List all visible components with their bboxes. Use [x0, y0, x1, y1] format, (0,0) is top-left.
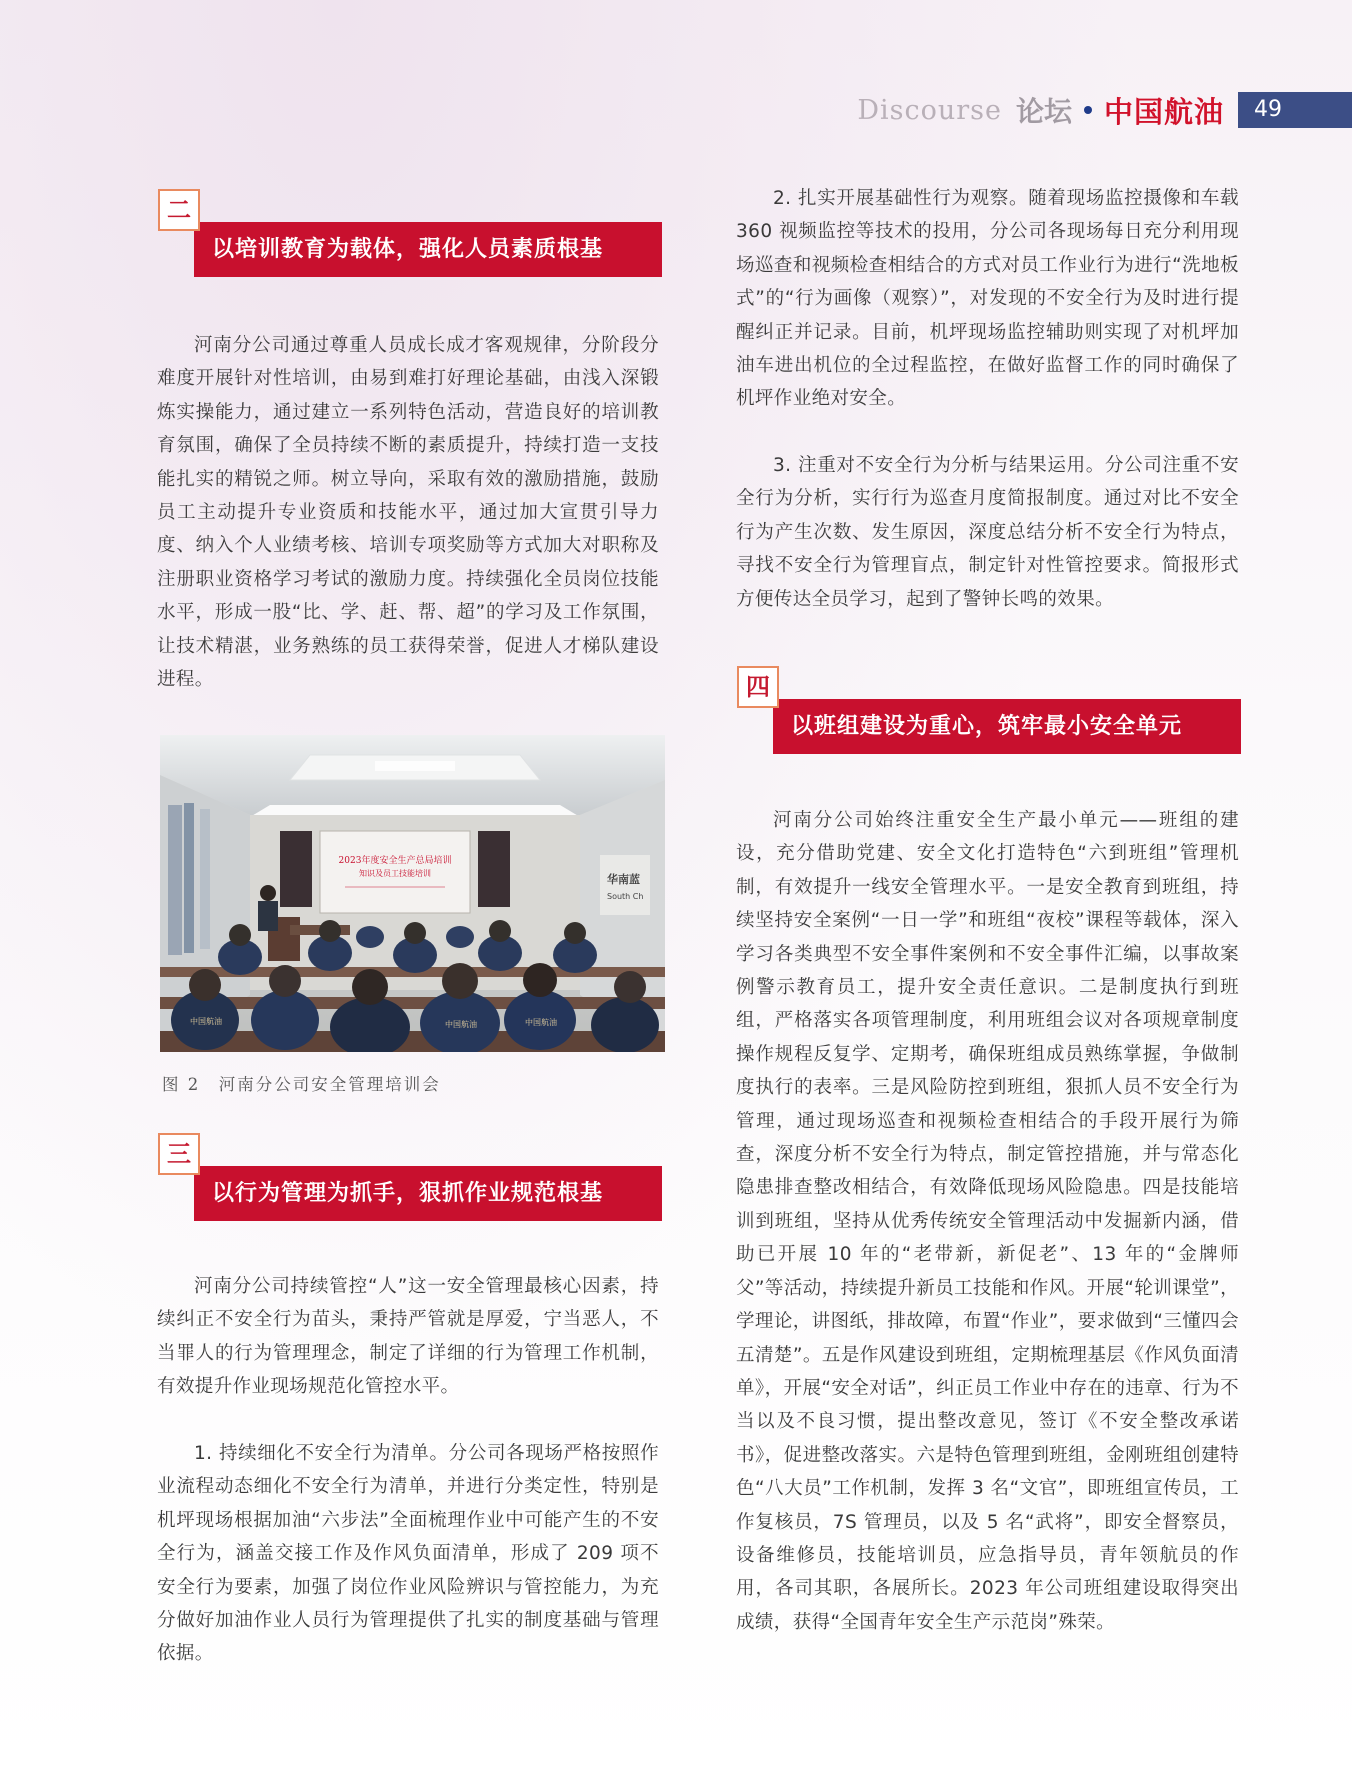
section-2-paragraph: 河南分公司通过尊重人员成长成才客观规律，分阶段分难度开展针对性培训，由易到难打好理论基础，由浅入深锻炼实操能力，通过建立一系列特色活动，营造良好的培训教育氛围，确保了全员持续不断的素质提升，持续打造一支技能扎实的精锐之师。树立导向，采取有效的激励措施，鼓励员工主动提升专业资质和技能水平，通过加大宣贯引导力度、纳入个人业绩考核、培训专项奖励等方式加大对职称及注册职业资格学习考试的激励力度。持续强化全员岗位技能水平，形成一股“比、学、赶、帮、超”的学习及工作氛围，让技术精湛，业务熟练的员工获得荣誉，促进人才梯队建设进程。	[157, 335, 659, 691]
section-title: 以行为管理为抓手，狠抓作业规范根基	[194, 1166, 662, 1221]
page-number: 49	[1238, 92, 1352, 128]
uniform-logo-text: 中国航油	[190, 1017, 222, 1026]
section-3-item-1: 1. 持续细化不安全行为清单。分公司各现场严格按照作业流程动态细化不安全行为清单，并进行分类定性，特别是机坪现场根据加油“六步法”全面梳理作业中可能产生的不安全行为，涵盖交接工作及作风负面清单，形成了 209 项不安全行为要素，加强了岗位作业风险辨识与管控能力，为充分做好加油作业人员行为管理提供了扎实的制度基础与管理依据。	[157, 1443, 659, 1665]
screen-title-line-1: 2023年度安全生产总局培训	[338, 856, 452, 866]
figure-caption: 图 2 河南分公司安全管理培训会	[162, 1075, 441, 1094]
training-meeting-photo	[160, 735, 665, 1052]
wall-sign-subtext: South Ch	[607, 892, 644, 901]
section-3-paragraph: 河南分公司持续管控“人”这一安全管理最核心因素，持续纠正不安全行为苗头，秉持严管就是厚爱，宁当恶人，不当罪人的行为管理理念，制定了详细的行为管理工作机制，有效提升作业现场规范化管控水平。	[157, 1276, 659, 1398]
section-number: 三	[158, 1133, 200, 1175]
section-title: 以培训教育为载体，强化人员素质根基	[194, 222, 662, 277]
section-title: 以班组建设为重心，筑牢最小安全单元	[773, 699, 1241, 754]
brand-name: 中国航油	[1103, 94, 1224, 129]
section-4-paragraph: 河南分公司始终注重安全生产最小单元——班组的建设，充分借助党建、安全文化打造特色“六到班组”管理机制，有效提升一线安全管理水平。一是安全教育到班组，持续坚持安全案例“一日一学”和班组“夜校”课程等载体，深入学习各类典型不安全事件案例和不安全事件汇编，以事故案例警示教育员工，提升安全责任意识。二是制度执行到班组，严格落实各项管理制度，利用班组会议对各项规章制度操作规程反复学、定期考，确保班组成员熟练掌握，争做制度执行的表率。三是风险防控到班组，狠抓人员不安全行为管理，通过现场巡查和视频检查相结合的手段开展行为筛查，深度分析不安全行为特点，制定管控措施，并与常态化隐患排查整改相结合，有效降低现场风险隐患。四是技能培训到班组，坚持从优秀传统安全管理活动中发掘新内涵，借助已开展 10 年的“老带新，新促老”、13 年的“金牌师父”等活动，持续提升新员工技能和作风。开展“轮训课堂”，学理论，讲图纸，排故障，布置“作业”，要求做到“三懂四会五清楚”。五是作风建设到班组，定期梳理基层《作风负面清单》，开展“安全对话”，纠正员工作业中存在的违章、行为不当以及不良习惯，提出整改意见，签订《不安全整改承诺书》，促进整改落实。六是特色管理到班组，金刚班组创建特色“八大员”工作机制，发挥 3 名“文官”，即班组宣传员，工作复核员，7S 管理员，以及 5 名“武将”，即安全督察员，设备维修员，技能培训员，应急指导员，青年领航员的作用，各司其职，各展所长。2023 年公司班组建设取得突出成绩，获得“全国青年安全生产示范岗”殊荣。	[736, 810, 1239, 1633]
uniform-logo-text: 中国航油	[445, 1020, 477, 1029]
separator-dot-icon	[1084, 106, 1092, 114]
wall-sign-text: 华南蓝	[607, 873, 640, 886]
page-header	[857, 92, 1352, 128]
section-number: 四	[737, 666, 779, 708]
column-label: 论坛	[1015, 95, 1072, 128]
screen-title-line-2: 知识及员工技能培训	[359, 869, 431, 878]
uniform-logo-text: 中国航油	[525, 1018, 557, 1027]
section-number: 二	[158, 189, 200, 231]
discourse-label: Discourse	[857, 94, 1002, 126]
section-3-item-3: 3. 注重对不安全行为分析与结果运用。分公司注重不安全行为分析，实行行为巡查月度简报制度。通过对比不安全行为产生次数、发生原因，深度总结分析不安全行为特点，寻找不安全行为管理盲点，制定针对性管控要求。简报形式方便传达全员学习，起到了警钟长鸣的效果。	[736, 455, 1239, 610]
section-3-item-2: 2. 扎实开展基础性行为观察。随着现场监控摄像和车载 360 视频监控等技术的投用，分公司各现场每日充分利用现场巡查和视频检查相结合的方式对员工作业行为进行“洗地板式”的“行为画像（观察）”，对发现的不安全行为及时进行提醒纠正并记录。目前，机坪现场监控辅助则实现了对机坪加油车进出机位的全过程监控，在做好监督工作的同时确保了机坪作业绝对安全。	[736, 188, 1239, 410]
meeting-room-illustration	[160, 735, 665, 1052]
